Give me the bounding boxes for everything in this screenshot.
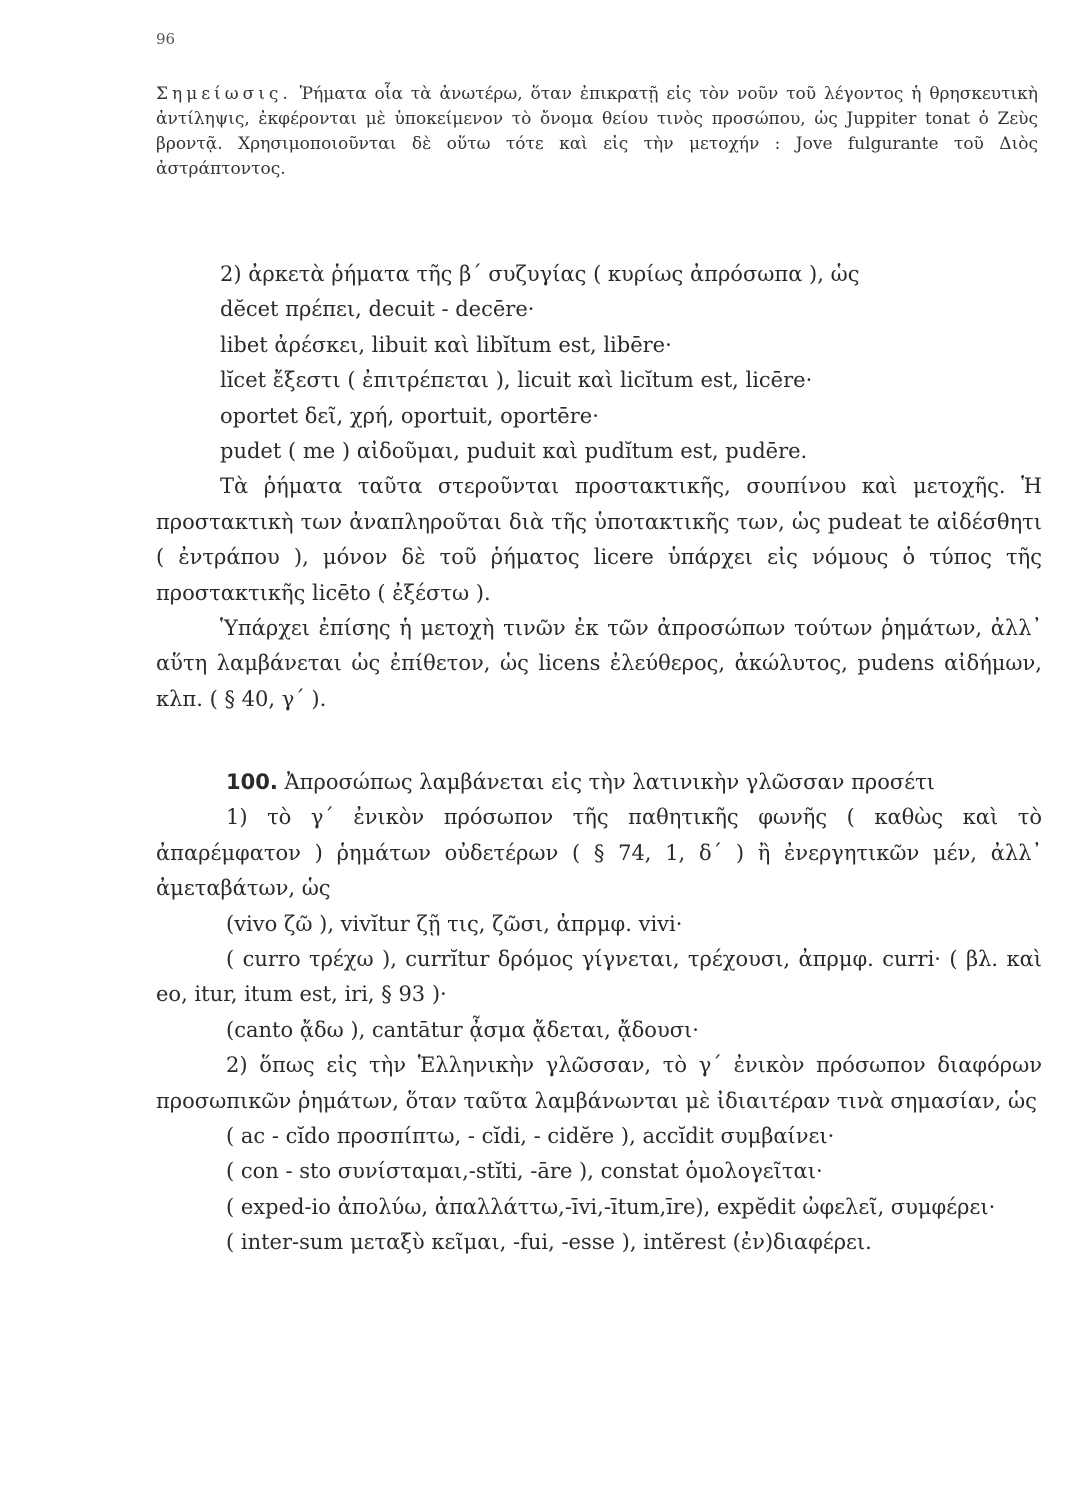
example-entry: ( exped-io ἀπολύω, ἀπαλλάττω,-īvi,-ītum,īre), expĕdit ὠφελεῖ, συμφέρει· (226, 1194, 996, 1219)
section-number: 100. (226, 770, 278, 794)
example-entry: ( ac - cĭdo προσπίπτω, - cĭdi, - cidĕre ), accĭdit συμβαίνει· (226, 1124, 835, 1149)
verb-entry: lĭcet ἔξεστι ( ἐπιτρέπεται ), licuit καὶ licĭtum est, licēre· (220, 368, 813, 393)
example-entry: ( inter-sum μεταξὺ κεῖμαι, -fui, -esse ), intĕrest (ἐν)διαφέρει. (226, 1230, 872, 1255)
block-intro: 2) ἀρκετὰ ῥήματα τῆς β΄ συζυγίας ( κυρίως ἀπρόσωπα ), ὡς (220, 262, 860, 286)
verb-entry: dĕcet πρέπει, decuit - decēre· (220, 297, 535, 322)
paragraph: Τὰ ῥήματα ταῦτα στεροῦνται προστακτικῆς, σουπίνου καὶ μετοχῆς. Ἡ προστακτικὴ των ἀναπληροῦται διὰ τῆς ὑποτακτικῆς των, ὡς pudeat te αἰδέσθητι ( ἐντράπου ), μόνον δὲ τοῦ ῥήματος licere ὑπάρχει εἰς νόμους ὁ τύπος τῆς προστακτικῆς licēto ( ἐξέστω ). (156, 474, 1042, 605)
example-entry: (canto ᾄδω ), cantātur ᾆσμα ᾄδεται, ᾄδουσι· (226, 1017, 699, 1042)
point: 1) τὸ γ΄ ἐνικὸν πρόσωπον τῆς παθητικῆς φωνῆς ( καθὼς καὶ τὸ ἀπαρέμφατον ) ῥημάτων οὐδετέρων ( § 74, 1, δ΄ ) ἢ ἐνεργητικῶν μέν, ἀλλ᾿ ἀμεταβάτων, ὡς (156, 805, 1042, 901)
section-heading (156, 765, 1042, 800)
verb-entry: libet ἀρέσκει, libuit καὶ libĭtum est, libēre· (220, 332, 672, 357)
section-100 (156, 765, 1042, 1261)
note-block (156, 82, 1038, 182)
example-entry: ( curro τρέχω ), currĭtur δρόμος γίγνεται, τρέχουσι, ἀπρμφ. curri· ( βλ. καὶ eo, itur, itum est, iri, § 93 )· (156, 947, 1042, 1007)
point: 2) ὅπως εἰς τὴν Ἑλληνικὴν γλῶσσαν, τὸ γ΄ ἐνικὸν πρόσωπον διαφόρων προσωπικῶν ῥημάτων, ὅταν ταῦτα λαμβάνωνται μὲ ἰδιαιτέραν τινὰ σημασίαν, ὡς (156, 1053, 1042, 1113)
note-label: Σημείωσις. (156, 84, 292, 104)
verb-entry: pudet ( me ) αἰδοῦμαι, puduit καὶ pudĭtum est, pudēre. (220, 439, 808, 464)
page-number: 96 (156, 30, 176, 48)
example-entry: ( con - sto συνίσταμαι,-stĭti, -āre ), constat ὁμολογεῖται· (226, 1159, 823, 1184)
paragraph: Ὑπάρχει ἐπίσης ἡ μετοχὴ τινῶν ἐκ τῶν ἀπροσώπων τούτων ῥημάτων, ἀλλ᾿ αὕτη λαμβάνεται ὡς ἐπίθετον, ὡς licens ἐλεύθερος, ἀκώλυτος, pudens αἰδήμων, κλπ. ( § 40, γ΄ ). (156, 616, 1042, 711)
example-entry: (vivo ζῶ ), vivĭtur ζῇ τις, ζῶσι, ἀπρμφ. vivi· (226, 911, 683, 936)
section-heading-text: Ἀπροσώπως λαμβάνεται εἰς τὴν λατινικὴν γλῶσσαν προσέτι (284, 770, 935, 794)
conjugation-block (156, 257, 1042, 717)
note-text: Ῥήματα οἷα τὰ ἀνωτέρω, ὅταν ἐπικρατῇ εἰς τὸν νοῦν τοῦ λέγοντος ἡ θρησκευτικὴ ἀντίληψις, ἐκφέρονται μὲ ὑποκείμενον τὸ ὄνομα θείου τινὸς προσώπου, ὡς Juppiter tonat ὁ Ζεὺς βροντᾷ. Χρησιμοποιοῦνται δὲ οὕτω τότε καὶ εἰς τὴν μετοχήν : Jove fulgurante τοῦ Διὸς ἀστράπτοντος. (156, 84, 1038, 179)
verb-entry: oportet δεῖ, χρή, oportuit, oportēre· (220, 403, 599, 428)
